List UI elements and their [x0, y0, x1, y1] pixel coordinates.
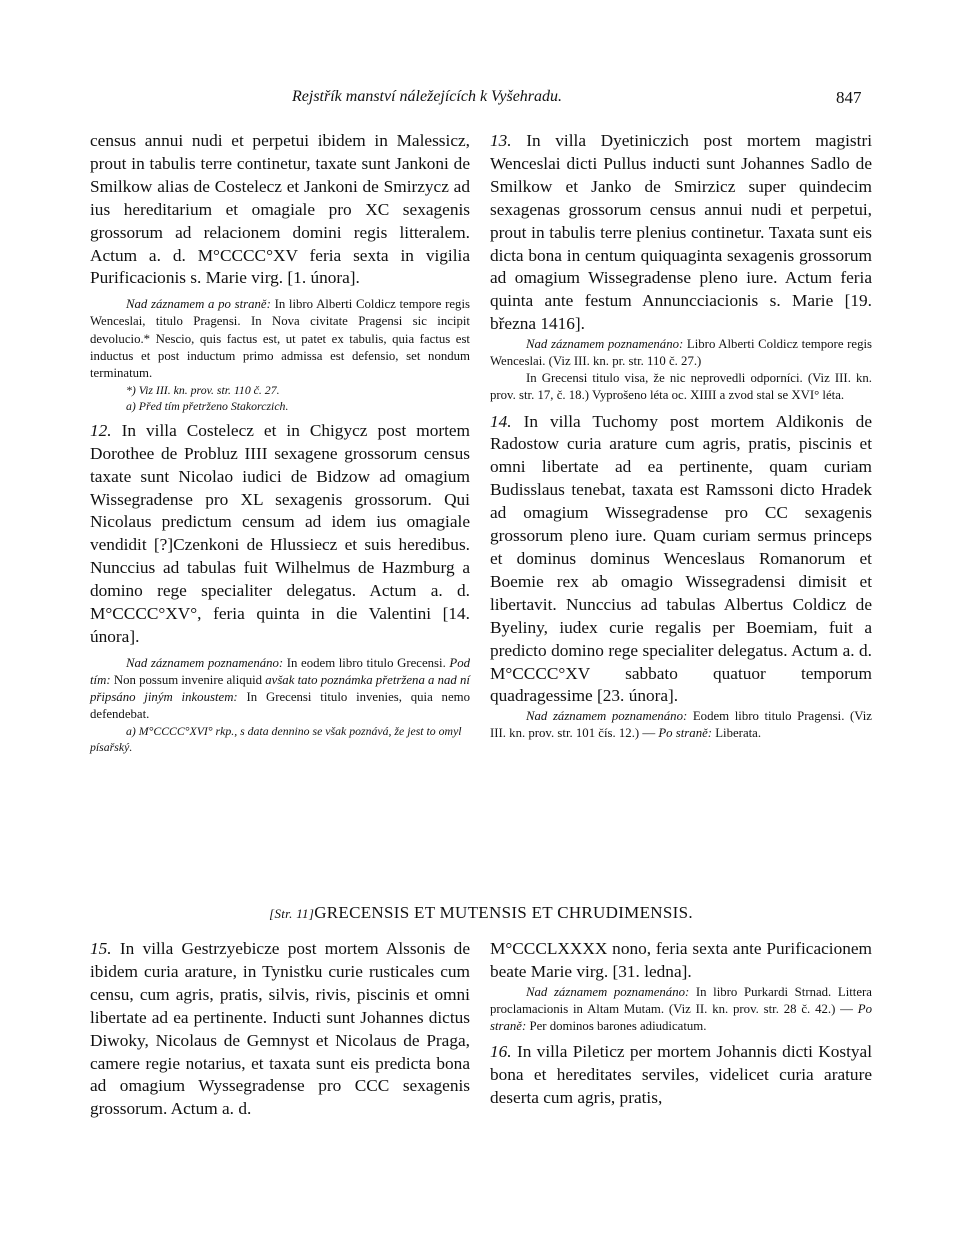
entry-text: In villa Gestrzyebicze post mortem Alssonis de ibidem curia arature, in Tynistku curie rusticales cum censu, cum agris, pratis, silvis, rivis, piscinis et omni libertate ad ea pertinente. Inducti sunt Johannes dictus Diwoky, Nicolaus de Gemnyst et Nicolaus de Praga, camere regie notarius, et taxata sunt eis predicta bona ad omagium Wyssegradense pro CCC sexagenis grossorum. Actum a. d. [90, 939, 470, 1119]
entry-16 [490, 1041, 872, 1110]
entry-number: 15. [90, 939, 112, 958]
page-marker: [Str. 11] [269, 906, 315, 921]
annotation-note: In Grecensi titulo visa, že nic neprovedli odporníci. (Viz III. kn. prov. str. 17, č. 18.) Vyprošeno léta oc. XIIII a zvod stal se XVI° léta. [490, 371, 872, 403]
entry-15 [90, 938, 470, 1121]
entry-text: In villa Tuchomy post mortem Aldikonis de Radostow curia arature cum agris, pratis, piscinis et omni libertate ad ea pertinente, quam curiam Budisslaus tenebat, taxata est Ramssoni dicto Hradek ad omagium Wissegradense pro CC sexagenis grossorum pleno iure. Quam curiam sermus princeps et dominus dominus Wenceslaus Romanorum et Boemie rex ab omagio Wissegradensi dimisit et libertavit. Nunccius ad tabulas Albertus Coldicz de Byeliny, iudex curie regalis per Boemiam, fuit a predicto domino rege specialiter delegatus. Actum a. d. M°CCCC°XV sabbato quatuor temporum quadragessime [23. února]. [490, 411, 872, 706]
annotation-note [490, 984, 872, 1035]
section-heading [90, 903, 872, 923]
entry-13 [490, 130, 872, 336]
note-lead: Pod tím: [90, 655, 470, 687]
footnote: a) Před tím přetrženo Stakorczich. [126, 398, 289, 413]
note-text: In Grecensi titulo invenies, quia nemo defendebat. [90, 690, 470, 722]
right-column-top [490, 130, 872, 743]
note-text: Libro Alberti Coldicz tempore regis Wenceslai. (Viz III. kn. pr. str. 110 č. 27.) [490, 337, 873, 369]
entry-text: In villa Pileticz per mortem Johannis dicti Kostyal bona et hereditates serviles, videlicet curia arature deserta cum agris, pratis, [490, 1042, 872, 1107]
entry-number: 13. [490, 131, 512, 150]
note-text: In eodem libro titulo Grecensi. [286, 655, 446, 670]
entry-text: In villa Costelecz et in Chigycz post mortem Dorothee de Probluz IIII sexagene grossorum census taxate sunt Nicolao iudici de Bidzow ad omagium Wissegradense pro XL sexagenis grossorum. Qui Nicolaus predictum censum ad idem ius omagiale vendidit [?]Czenkoni de Hlussiecz et suis heredibus. Nunccius ad tabulas fuit Wilhelmus de Hazmburg a domino rege specialiter delegatus. Actum a. d. M°CCCC°XV°, feria quinta in die Valentini [14. února]. [90, 420, 471, 646]
footnote: *) Viz III. kn. prov. str. 110 č. 27. [126, 382, 280, 397]
continued-paragraph: M°CCCLXXXX nono, feria sexta ante Purificacionem beate Marie virg. [31. ledna]. [490, 939, 872, 981]
entry-number: 16. [490, 1042, 512, 1062]
section-title: GRECENSIS ET MUTENSIS ET CHRUDIMENSIS. [314, 903, 693, 922]
left-column-top [90, 130, 470, 755]
entry-number: 12. [90, 420, 112, 440]
annotation-note [490, 336, 872, 370]
note-lead: Nad záznamem poznamenáno: [526, 337, 684, 352]
running-title: Rejstřík manství náležejících k Vyšehradu. [292, 88, 563, 105]
note-lead: avšak tato poznámka přetržena a nad ní připsáno jiným inkoustem: [90, 672, 470, 705]
entry-number: 14. [490, 411, 512, 431]
left-column-bottom [90, 938, 470, 1121]
note-text: In libro Purkardi Strnad. Littera proclamacionis in Altam Mutam. (Viz II. kn. prov. str. 28 č. 42.) — [490, 984, 872, 1016]
note-text: In libro Alberti Coldicz tempore regis Wenceslai, titulo Pragensi. In Nova civitate Pragensi sic incipit devolucio.* Nescio, quis factus est, ut patet ex tabulis, quia factus est inductus et post inductum primo admissa est defensio, set nondum terminatum. [90, 297, 470, 380]
right-column-bottom [490, 938, 872, 1110]
note-lead: Po straně: [658, 726, 713, 741]
note-lead: Nad záznamem a po straně: [126, 297, 271, 312]
note-text: Per dominos barones adiudicatum. [529, 1019, 707, 1033]
note-text: Liberata. [715, 726, 762, 741]
page-number: 847 [836, 88, 862, 107]
note-lead: Nad záznamem poznamenáno: [526, 709, 688, 724]
entry-14 [490, 411, 872, 709]
continued-paragraph: census annui nudi et perpetui ibidem in Malessicz, prout in tabulis terre continetur, taxate sunt Jankoni de Smilkow alias de Costelecz et Jankoni de Smirzycz ad ius hereditarium et omagiale pro XC sexagenis grossorum ad relacionem domini regis litteralem. Actum a. d. M°CCCC°XV feria sexta in vigilia Purificacionis s. Marie virg. [1. února]. [90, 131, 470, 288]
note-lead: Nad záznamem poznamenáno: [526, 984, 690, 999]
annotation-note [90, 296, 470, 381]
annotation-note [90, 655, 470, 723]
entry-text: In villa Dyetiniczich post mortem magistri Wenceslai dicti Pullus inducti sunt Johannes Sadlo de Smilkow et Janko de Smirzicz super quindecim sexagenas grossorum census annui nudi et perpetui, prout in tabulis terre plenius continetur. Taxata sunt eis dicta bona in centum quiquaginta sexagenis grossorum ad omagium Wissegradense pleno iure. Actum feria quinta ante festum Annuncciacionis s. Marie [19. března 1416]. [490, 131, 872, 334]
entry-12 [90, 420, 470, 649]
note-text: Eodem libro titulo Pragensi. (Viz III. kn. prov. str. 101 čís. 12.) — [490, 709, 872, 741]
note-lead: Po straně: [490, 1001, 873, 1033]
annotation-note [490, 708, 872, 742]
footnote: a) M°CCCC°XVI° rkp., s data dennino se však poznává, že jest to omyl písařský. [90, 724, 462, 755]
note-text: Non possum invenire aliquid [113, 672, 263, 687]
note-lead: Nad záznamem poznamenáno: [126, 655, 284, 670]
